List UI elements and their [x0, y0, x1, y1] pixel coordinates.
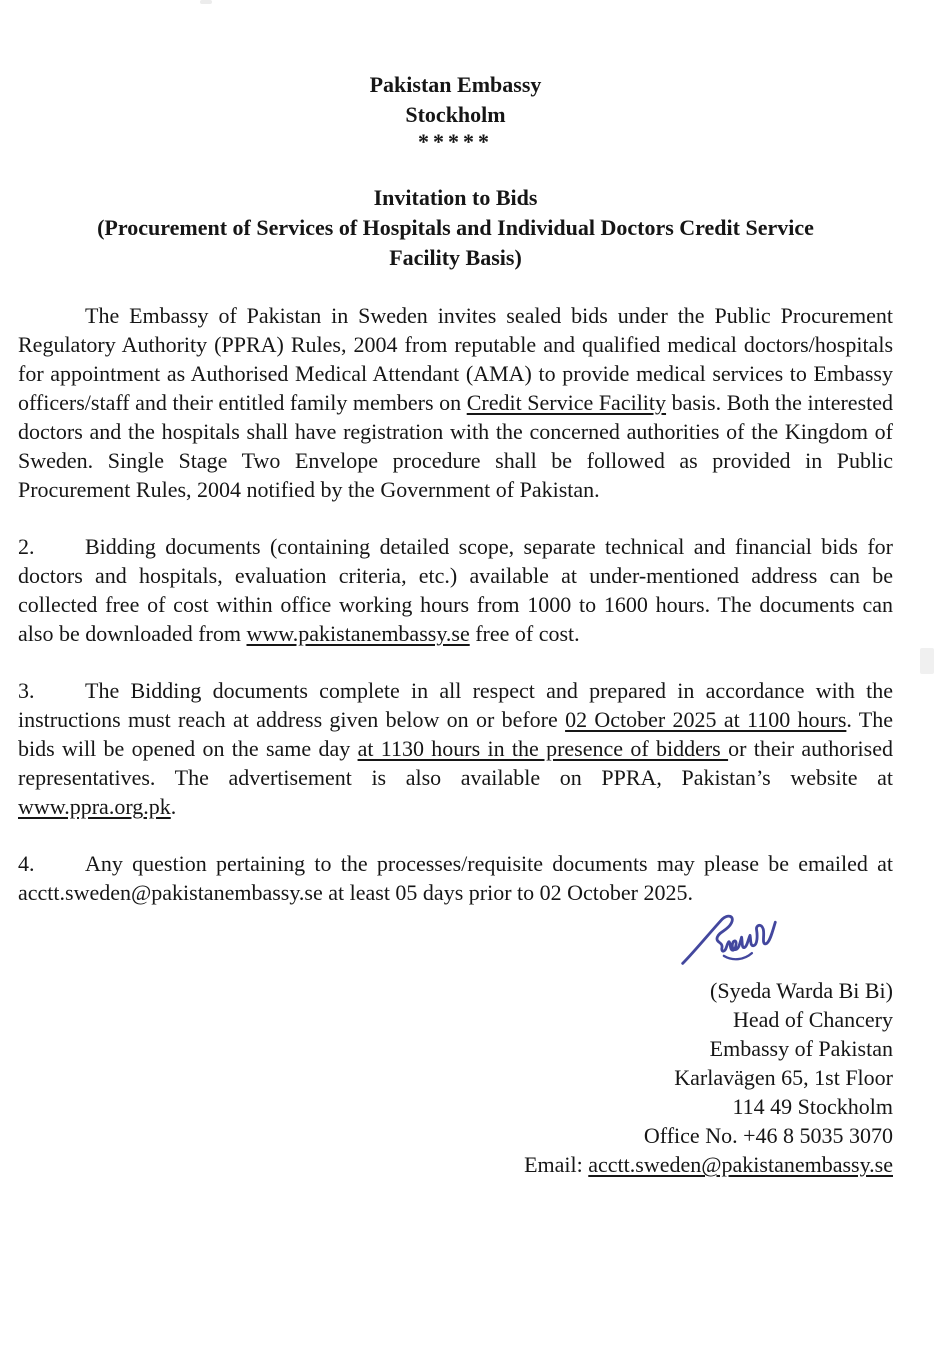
paragraph-number: 4.: [18, 851, 35, 876]
paragraph: [18, 532, 893, 648]
text-run: Bidding documents (containing detailed scope, separate technical and financial bids for doctors and hospitals, evaluation criteria, etc.) available at under-mentioned address can be collected free of cost within office working hours from 1000 to 1600 hours. The documents can also be downloaded from: [18, 534, 893, 646]
text-run: . The bids will be opened on the same day: [18, 707, 893, 761]
signature-line: 114 49 Stockholm: [732, 1094, 893, 1119]
letterhead-line: *****: [418, 129, 493, 154]
title-line: Invitation to Bids: [373, 185, 538, 210]
paragraph: [18, 301, 893, 504]
text-run: The Bidding documents complete in all respect and prepared in accordance with the instructions must reach at address given below on or before: [18, 678, 893, 732]
signature-handwriting: [671, 911, 801, 969]
paragraphs: [18, 301, 893, 907]
letterhead-line: Pakistan Embassy: [369, 72, 542, 97]
document-content: [18, 70, 893, 1179]
signature-lines: [18, 976, 893, 1150]
title-line: Facility Basis): [389, 245, 522, 270]
text-run: .: [170, 794, 177, 819]
underlined-text-run: Credit Service Facility: [466, 390, 667, 415]
signature-flourish: [724, 953, 752, 959]
text-run: free of cost.: [469, 621, 580, 646]
signature-line: Embassy of Pakistan: [709, 1036, 893, 1061]
paragraph: [18, 676, 893, 821]
document-title: [18, 183, 893, 273]
signature-line: (Syeda Warda Bi Bi): [710, 978, 893, 1003]
signature-line: Karlavägen 65, 1st Floor: [674, 1065, 893, 1090]
email-address: acctt.sweden@pakistanembassy.se: [588, 1152, 893, 1177]
paragraph: [18, 849, 893, 907]
underlined-text-run: www.pakistanembassy.se: [246, 621, 470, 646]
letterhead-line: Stockholm: [405, 102, 506, 127]
email-label: Email:: [524, 1152, 589, 1177]
letterhead: [18, 70, 893, 154]
text-run: or their authorised representatives. The advertisement is also available on PPRA, Pakistan’s website at: [18, 736, 893, 790]
signature-email-line: [18, 1150, 893, 1179]
title-line: (Procurement of Services of Hospitals and Individual Doctors Credit Service: [97, 215, 814, 240]
signature-line: Office No. +46 8 5035 3070: [643, 1123, 893, 1148]
underlined-text-run: 02 October 2025 at 1100 hours: [565, 707, 847, 732]
text-run: The Embassy of Pakistan in Sweden invites sealed bids under the Public Procurement Regulatory Authority (PPRA) Rules, 2004 from reputable and qualified medical doctors/hospitals for appointment as Authorised Medical Attendant (AMA) to provide medical services to Embassy officers/staff and their entitled family members on: [18, 303, 893, 415]
text-run: Any question pertaining to the processes/requisite documents may please be emailed at acctt.sweden@pakistanembassy.se at least 05 days prior to 02 October 2025.: [18, 851, 893, 905]
paragraph-number: 3.: [18, 678, 35, 703]
underlined-text-run: at 1130 hours in the presence of bidders: [357, 736, 729, 761]
paragraph-number: 2.: [18, 534, 35, 559]
scan-artifact: [920, 648, 934, 674]
underlined-text-run: www.ppra.org.pk: [18, 794, 171, 819]
signature-stroke: [683, 916, 776, 963]
scan-artifact: [200, 0, 212, 4]
text-run: basis. Both the interested doctors and the hospitals shall have registration with the concerned authorities of the Kingdom of Sweden. Single Stage Two Envelope procedure shall be followed as provided in Public Procurement Rules, 2004 notified by the Government of Pakistan.: [18, 390, 894, 502]
signature-line: Head of Chancery: [732, 1007, 893, 1032]
signature-block: [18, 911, 893, 1179]
